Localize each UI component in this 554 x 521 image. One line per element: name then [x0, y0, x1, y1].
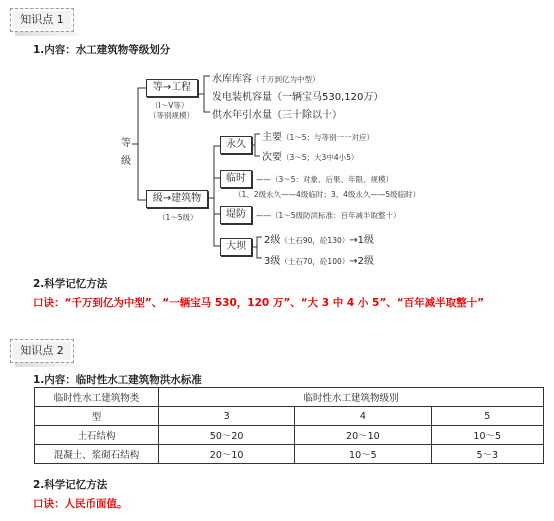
table-cell: 20～10 [295, 426, 431, 445]
table-level-row [35, 407, 544, 426]
kp2-tag: 知识点 2 [10, 339, 74, 363]
table-cell: 50～20 [159, 426, 295, 445]
root-label-top: 等 [121, 138, 131, 149]
table-row-type: 混凝土、浆砌石结构 [35, 445, 159, 464]
flood-standard-table [34, 387, 544, 464]
table-row [35, 426, 544, 445]
project-sub-grade: （Ⅰ～Ⅴ等） [151, 101, 189, 110]
table-head-level-span: 临时性水工建筑物级别 [159, 388, 544, 407]
kp1-method-title: 2.科学记忆方法 [33, 278, 108, 290]
table-row-type: 土石结构 [35, 426, 159, 445]
permanent-brace-line [255, 134, 260, 156]
dam-brace-line [257, 237, 262, 258]
table-level: 4 [295, 407, 431, 426]
permanent-secondary [262, 148, 358, 163]
dike-box: 堤防 [220, 206, 252, 224]
temporary-detail: （1、2级永久——4级临时；3、4级永久——5级临时） [234, 190, 421, 199]
dam-row-1-note: （土石90，砼130） [280, 236, 350, 245]
table-row [35, 445, 544, 464]
dam-row-1-pre: 2级 [264, 235, 281, 246]
project-sub-scale: （等别规模） [149, 111, 194, 120]
root-label-bottom: 级 [121, 156, 131, 167]
dam-box: 大坝 [220, 238, 252, 256]
root-brace-line [138, 88, 146, 200]
permanent-main-label: 主要 [262, 132, 282, 143]
project-item-water: 供水年引水量（三十除以十） [212, 110, 342, 121]
table-cell: 10～5 [431, 426, 544, 445]
kp2-mnemonic: 口诀：人民币面值。 [33, 498, 128, 510]
table-level: 5 [431, 407, 544, 426]
reservoir-label: 水库库容 [212, 74, 252, 85]
kp1-tag: 知识点 1 [10, 8, 74, 32]
kp2-method-title: 2.科学记忆方法 [33, 479, 108, 491]
dam-row-1-post: →1级 [349, 235, 374, 246]
temporary-box: 临时 [220, 170, 252, 188]
table-cell: 10～5 [295, 445, 431, 464]
kp2-content-title: 1.内容：临时性水工建筑物洪水标准 [33, 374, 202, 386]
dam-row-2-note: （土石70，砼100） [280, 257, 350, 266]
building-sub: （1～5级） [158, 213, 198, 222]
kp1-content-title: 1.内容：水工建筑物等级划分 [33, 44, 171, 56]
dike-note: ——（1～5级防洪标准：百年减半取整十） [256, 211, 401, 220]
building-brace-line [214, 146, 220, 246]
permanent-box: 永久 [220, 136, 252, 154]
temporary-note: ——（3～5：对象、后果、年限、规模） [256, 175, 394, 184]
project-item-power: 发电装机容量（一辆宝马530,120万） [212, 92, 384, 103]
table-head-type: 临时性水工建筑物类 [35, 388, 159, 407]
table-head-type-cont: 型 [35, 407, 159, 426]
permanent-secondary-label: 次要 [262, 152, 282, 163]
permanent-secondary-note: （3～5；大3中4小5） [282, 153, 359, 162]
kp1-mnemonic: 口诀：“千万到亿为中型”、“一辆宝马 530，120 万”、“大 3 中 4 小 5”、“百年减半取整十” [33, 297, 485, 309]
table-level: 3 [159, 407, 295, 426]
building-box: 级→建筑物 [146, 190, 208, 208]
permanent-main-note: （1～5；与等别一一对应） [282, 133, 375, 142]
table-cell: 20～10 [159, 445, 295, 464]
dam-row-2-post: →2级 [349, 256, 374, 267]
permanent-main [262, 128, 374, 143]
project-brace-line [204, 76, 210, 112]
dam-row-2-pre: 3级 [264, 256, 281, 267]
reservoir-note: （千万到亿为中型） [252, 75, 320, 84]
project-item-reservoir [212, 70, 320, 85]
dam-row-2 [264, 252, 374, 267]
project-box: 等→工程 [146, 79, 198, 97]
table-header-row [35, 388, 544, 407]
dam-row-1 [264, 231, 374, 246]
table-cell: 5～3 [431, 445, 544, 464]
